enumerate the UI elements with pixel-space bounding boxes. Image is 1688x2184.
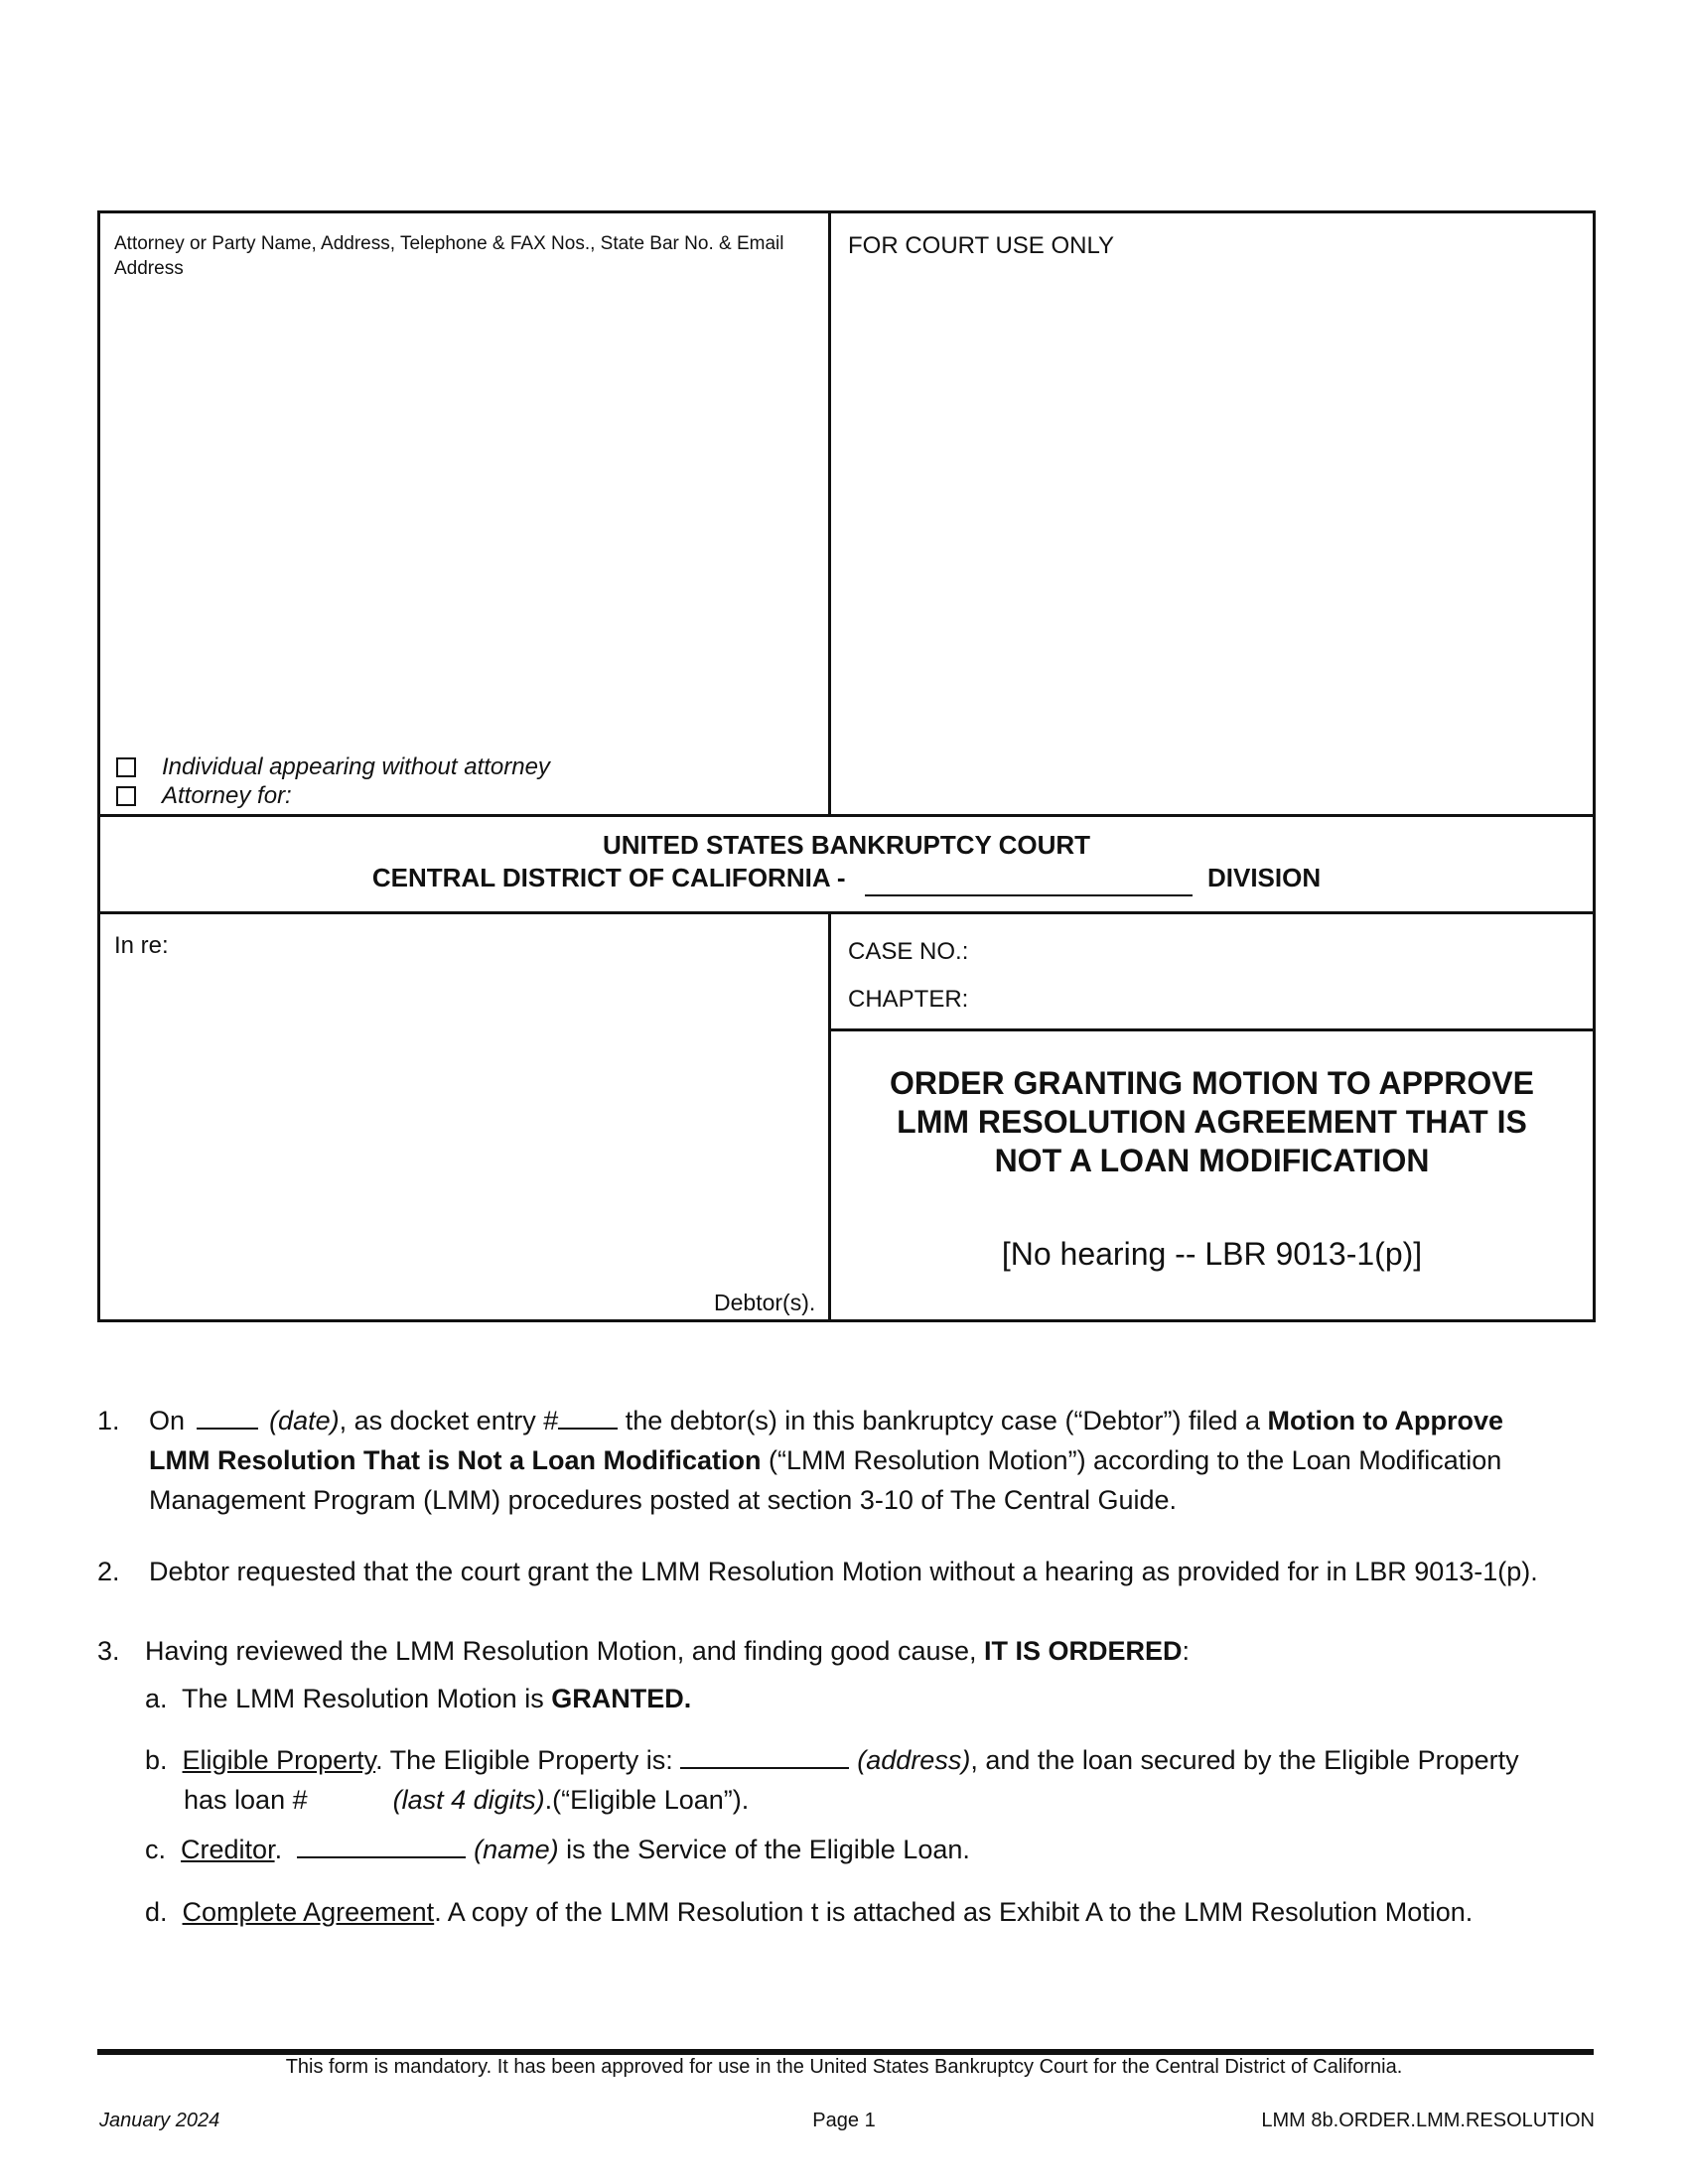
p1-number: 1. <box>97 1406 120 1435</box>
paragraph-3 <box>97 1631 1607 1671</box>
p3-ordered: IT IS ORDERED <box>984 1636 1183 1666</box>
division-blank[interactable] <box>865 862 1193 896</box>
item-c-heading: Creditor <box>181 1835 275 1864</box>
p1-docket: , as docket entry # <box>339 1406 559 1435</box>
p1-rest: the debtor(s) in this bankruptcy case (“Debtor”) filed a <box>618 1406 1268 1435</box>
p3-text: Having reviewed the LMM Resolution Motion, and finding good cause, <box>145 1636 984 1666</box>
p1-motion-title-2: LMM Resolution That is Not a Loan Modification <box>149 1445 762 1475</box>
title-line-3: NOT A LOAN MODIFICATION <box>994 1143 1430 1178</box>
hearing-note: [No hearing -- LBR 9013-1(p)] <box>1001 1236 1423 1272</box>
item-a-text: The LMM Resolution Motion is <box>182 1684 552 1713</box>
item-c-name-hint: (name) <box>474 1835 559 1864</box>
court-name <box>100 829 1593 896</box>
individual-checkbox[interactable] <box>116 757 136 777</box>
attorney-info-label: Attorney or Party Name, Address, Telephone & FAX Nos., State Bar No. & Email Address <box>114 233 784 279</box>
caption-rule-2 <box>100 911 1593 914</box>
p1-motion-title-1: Motion to Approve <box>1267 1406 1503 1435</box>
item-d-label: d. <box>145 1897 168 1927</box>
caption-rule-1 <box>100 814 1593 817</box>
p1-line-3: Management Program (LMM) procedures posted at section 3-10 of The Central Guide. <box>149 1485 1178 1515</box>
debtors-label: Debtor(s). <box>714 1290 816 1315</box>
item-a-label: a. <box>145 1684 168 1713</box>
individual-label: Individual appearing without attorney <box>162 752 550 780</box>
title-line-2: LMM RESOLUTION AGREEMENT THAT IS <box>897 1104 1527 1140</box>
p3-colon: : <box>1182 1636 1191 1666</box>
attorney-for-checkbox-row[interactable] <box>116 781 550 810</box>
p2-text: Debtor requested that the court grant the LMM Resolution Motion without a hearing as provided for in LBR 9013-1(p). <box>149 1557 1538 1586</box>
item-b-label: b. <box>145 1745 168 1775</box>
creditor-name-blank[interactable] <box>297 1831 466 1858</box>
title-line-1: ORDER GRANTING MOTION TO APPROVE <box>890 1065 1534 1101</box>
item-b <box>145 1740 1595 1820</box>
district-label: CENTRAL DISTRICT OF CALIFORNIA - <box>371 863 846 892</box>
item-b-text-2: , and the loan secured by the Eligible Property <box>970 1745 1519 1775</box>
item-d <box>145 1892 1595 1932</box>
p1-rest-2: (“LMM Resolution Motion”) according to the Loan Modification <box>761 1445 1502 1475</box>
docket-blank[interactable] <box>558 1402 618 1430</box>
case-number-label: CASE NO.: <box>848 938 969 965</box>
item-b-heading: Eligible Property <box>182 1745 376 1775</box>
party-checkboxes <box>116 752 550 810</box>
item-b-eligible-loan: .(“Eligible Loan”). <box>544 1785 750 1815</box>
item-d-heading: Complete Agreement <box>182 1897 435 1927</box>
court-line-1: UNITED STATES BANKRUPTCY COURT <box>602 830 1091 860</box>
p3-number: 3. <box>97 1636 120 1666</box>
footer-date: January 2024 <box>99 2110 220 2131</box>
item-b-address-hint: (address) <box>857 1745 971 1775</box>
court-use-label: FOR COURT USE ONLY <box>848 232 1115 259</box>
court-line-2 <box>100 862 1593 896</box>
item-c-text: is the Service of the Eligible Loan. <box>558 1835 970 1864</box>
division-label: DIVISION <box>1206 863 1322 892</box>
paragraph-1 <box>97 1401 1607 1520</box>
caption-box <box>97 210 1596 1322</box>
attorney-for-checkbox[interactable] <box>116 786 136 806</box>
date-blank[interactable] <box>197 1402 258 1430</box>
item-c-label: c. <box>145 1835 167 1864</box>
item-b-digits-hint: (last 4 digits) <box>392 1785 545 1815</box>
p1-on: On <box>149 1406 186 1435</box>
caption-rule-3 <box>828 1028 1593 1031</box>
item-a-granted: GRANTED. <box>551 1684 692 1713</box>
attorney-for-label: Attorney for: <box>162 781 292 809</box>
p1-date-hint: (date) <box>269 1406 340 1435</box>
item-a <box>145 1679 1595 1718</box>
in-re-label: In re: <box>114 932 169 959</box>
caption-divider-top <box>828 213 831 814</box>
form-id: LMM 8b.ORDER.LMM.RESOLUTION <box>1261 2110 1595 2131</box>
address-blank[interactable] <box>680 1741 849 1769</box>
item-b-text-1: . The Eligible Property is: <box>375 1745 681 1775</box>
chapter-label: CHAPTER: <box>848 986 969 1013</box>
page-number: Page 1 <box>812 2110 876 2131</box>
item-d-text: . A copy of the LMM Resolution t is attached as Exhibit A to the LMM Resolution Motion. <box>434 1897 1474 1927</box>
mandatory-notice: This form is mandatory. It has been approved for use in the United States Bankruptcy Court for the Central District of California. <box>285 2056 1403 2078</box>
footer-rule <box>97 2049 1594 2055</box>
item-b-loan-label: has loan # <box>184 1785 308 1815</box>
paragraph-2 <box>97 1552 1607 1591</box>
p2-number: 2. <box>97 1557 120 1586</box>
individual-checkbox-row[interactable] <box>116 752 550 781</box>
order-title <box>831 1064 1593 1180</box>
item-c: c. Creditor. (name) is the Service of the Eligible Loan. <box>145 1830 1595 1869</box>
